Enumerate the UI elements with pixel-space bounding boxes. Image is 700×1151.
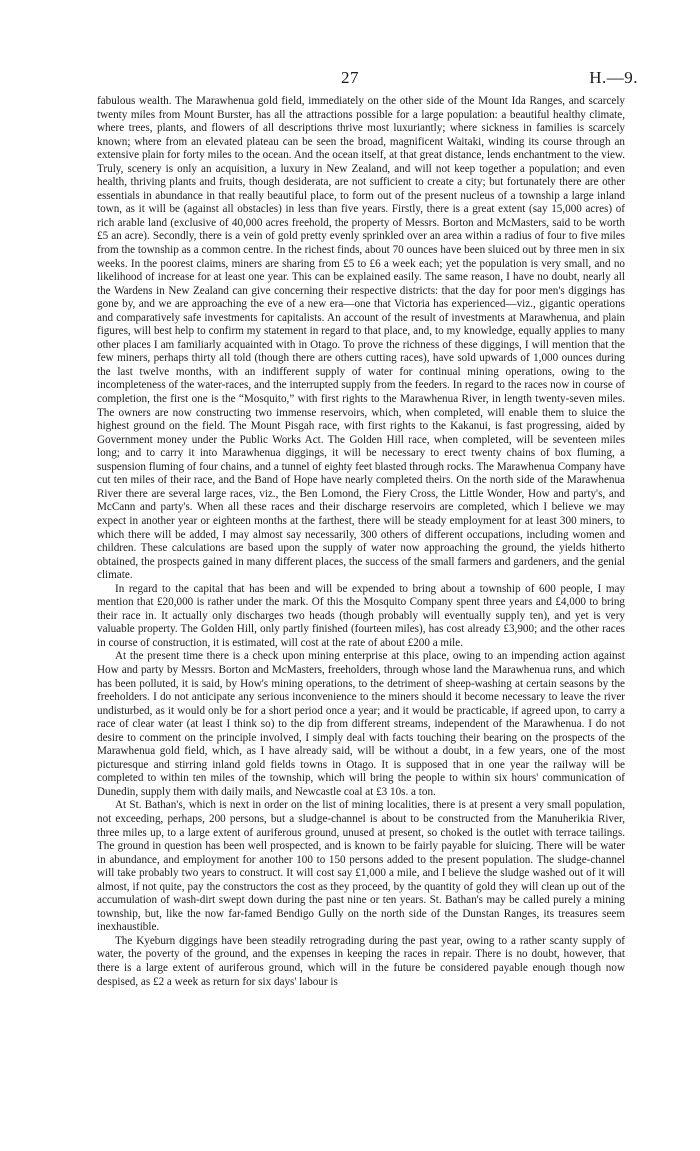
paragraph-capital: In regard to the capital that has been and will be expended to bring about a township of 600 people, I may mention that £20,000 is rather under the mark. Of this the Mosquito Company spent three years and £4,000 to bring their race in. It actually only discharges two heads (though probably will eventually supply ten), and yet is very valuable property. The Golden Hill, only partly finished (fourteen miles), has cost already £3,900; and the other races in course of construction, it is estimated, will cost at the rate of about £200 a mile.	[97, 582, 625, 649]
paragraph-kyeburn: The Kyeburn diggings have been steadily retrograding during the past year, owing to a rather scanty supply of water, the poverty of the ground, and the expenses in keeping the races in repair. There is no doubt, however, that there is a large extent of auriferous ground, which will in the future be considered payable enough though now despised, as £2 a week as return for six days' labour is	[97, 934, 625, 988]
page-number: 27	[341, 68, 359, 87]
document-code: H.—9.	[589, 68, 638, 87]
paragraph-st-bathans: At St. Bathan's, which is next in order on the list of mining localities, there is at present a very small population, not exceeding, perhaps, 200 persons, but a sludge-channel is about to be constructed from the Manuherikia River, three miles up, to a large extent of auriferous ground, unused at present, so choked is the outlet with terrace tailings. The ground in question has been well prospected, and is known to be fairly payable for sluicing. There will be water in abundance, and employment for another 100 to 150 persons added to the present population. The sludge-channel will take probably two years to construct. It will cost say £1,000 a mile, and I believe the sludge washed out of it will almost, if not quite, pay the constructors the cost as they proceed, by the quantity of gold they will clean up out of the accumulation of wash-dirt swept down during the past nine or ten years. St. Bathan's may be called purely a mining township, but, like the now far-famed Bendigo Gully on the north side of the Dunstan Ranges, its treasures seem inexhaustible.	[97, 799, 625, 934]
paragraph-mining-check: At the present time there is a check upon mining enterprise at this place, owing to an impending action against How and party by Messrs. Borton and McMasters, freeholders, through whose land the Marawhenua runs, and which has been polluted, it is said, by How's mining operations, to the detriment of sheep-washing at certain seasons by the freeholders. I do not anticipate any serious inconvenience to the miners should it become necessary to leave the river undisturbed, as it would only be for a short period once a year; and it would be practicable, if agreed upon, to carry a race of clear water (at least I think so) to the dip from different streams, independent of the Marawhenua. I do not desire to comment on the principle involved, I simply deal with facts touching their bearing on the prospects of the Marawhenua gold field, which, as I have already said, will be without a doubt, in a few years, one of the most picturesque and stirring inland gold fields towns in Otago. It is supposed that in one year the railway will be completed to within ten miles of the township, which will bring the people to within six hours' communication of Dunedin, supply them with daily mails, and Newcastle coal at £3 10s. a ton.	[97, 650, 625, 798]
paragraph-marawhenua-continued: fabulous wealth. The Marawhenua gold field, immediately on the other side of the Mount Ida Ranges, and scarcely twenty miles from Mount Burster, has all the attractions possible for a large population: a beautiful healthy climate, where trees, plants, and flowers of all descriptions thrive most luxuriantly; where sickness in families is scarcely known; where from an elevated plateau can be seen the broad, magnificent Waitaki, winding its course through an extensive plain for forty miles to the ocean. And the ocean itself, at that great distance, lends enchantment to the view. Truly, scenery is only an acquisition, a luxury in New Zealand, and will not keep together a population; and even health, thriving plants and fruits, though desiderata, are not sufficient to create a city; but fortunately there are other essentials in abundance in that really beautiful place, to form out of the present nucleus of a township a large inland town, as it will be (against all obstacles) in less than five years. Firstly, there is a great extent (say 15,000 acres) of rich arable land (exclusive of 40,000 acres freehold, the property of Messrs. Borton and McMasters, said to be worth £5 an acre). Secondly, there is a vein of gold pretty evenly sprinkled over an area within a radius of four to five miles from the township as a common centre. In the richest finds, about 70 ounces have been sluiced out by three men in six weeks. In the poorest claims, miners are sharing from £5 to £6 a week each; yet the population is very small, and no likelihood of increase for at least one year. This can be explained easily. The same reason, I have no doubt, nearly all the Wardens in New Zealand can give concerning their respective districts: that the day for poor men's diggings has gone by, and we are approaching the eve of a new era—one that Victoria has experienced—viz., gigantic operations and comparatively safe investments for capitalists. An account of the result of investments at Marawhenua, and plain figures, will best help to confirm my statement in regard to that place, and, to my knowledge, equally applies to many other places I am familiarly acquainted with in Otago. To prove the richness of these diggings, I will mention that the few miners, perhaps thirty all told (though there are others cutting races), have sold upwards of 1,000 ounces during the last twelve months, with an indifferent supply of water for continual mining operations, owing to the incompleteness of the water-races, and the interrupted supply from the feeders. In regard to the races now in course of completion, the first one is the “Mosquito,” with first rights to the Marawhenua River, in length twenty-seven miles. The owners are now constructing two immense reservoirs, which, when completed, will enable them to sluice the highest ground on the field. The Mount Pisgah race, with first rights to the Kakanui, is fast progressing, aided by Government money under the Public Works Act. The Golden Hill race, when completed, will be seventeen miles long; and to carry it into Marawhenua diggings, it will be necessary to erect twenty chains of box fluming, a suspension fluming of four chains, and a tunnel of eighty feet blasted through rocks. The Marawhenua Company have cut ten miles of their race, and the Band of Hope have nearly completed theirs. On the north side of the Marawhenua River there are several large races, viz., the Ben Lomond, the Fiery Cross, the Little Wonder, How and party's, and McCann and party's. When all these races and their discharge reservoirs are completed, which I believe we may expect in another year or eighteen months at the farthest, there will be steady employment for at least 300 miners, to which there will be added, I may almost say necessarily, 300 others of different occupations, including women and children. These calculations are based upon the supply of water now approaching the ground, the yields hitherto obtained, the prospects gained in many different places, the success of the small farmers and gardeners, and the genial climate.	[97, 95, 625, 582]
body-text	[97, 95, 625, 989]
